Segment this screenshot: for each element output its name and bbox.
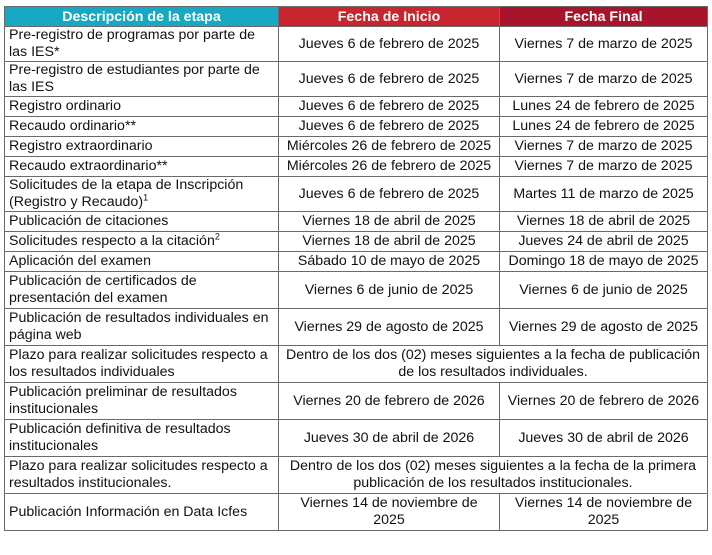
schedule-table-container xyxy=(4,6,708,531)
end-date: Viernes 14 de noviembre de 2025 xyxy=(500,494,708,531)
stage-description: Pre-registro de estudiantes por parte de las IES xyxy=(5,62,279,97)
table-row xyxy=(5,97,708,117)
table-row xyxy=(5,212,708,232)
start-date: Sábado 10 de mayo de 2025 xyxy=(279,252,500,272)
table-row xyxy=(5,232,708,252)
table-row xyxy=(5,62,708,97)
end-date: Viernes 29 de agosto de 2025 xyxy=(500,309,708,346)
start-date: Viernes 14 de noviembre de 2025 xyxy=(279,494,500,531)
end-date: Viernes 7 de marzo de 2025 xyxy=(500,157,708,177)
table-header-row xyxy=(5,7,708,27)
stage-description: Registro ordinario xyxy=(5,97,279,117)
start-date: Jueves 30 de abril de 2026 xyxy=(279,420,500,457)
start-date: Viernes 29 de agosto de 2025 xyxy=(279,309,500,346)
stage-description: Publicación de certificados de presentación del examen xyxy=(5,272,279,309)
start-date: Jueves 6 de febrero de 2025 xyxy=(279,117,500,137)
end-date: Jueves 24 de abril de 2025 xyxy=(500,232,708,252)
stage-description: Recaudo ordinario** xyxy=(5,117,279,137)
table-row xyxy=(5,117,708,137)
stage-description: Aplicación del examen xyxy=(5,252,279,272)
stage-description: Publicación de resultados individuales en página web xyxy=(5,309,279,346)
end-date: Viernes 7 de marzo de 2025 xyxy=(500,137,708,157)
end-date: Viernes 6 de junio de 2025 xyxy=(500,272,708,309)
start-date: Viernes 18 de abril de 2025 xyxy=(279,212,500,232)
table-row xyxy=(5,27,708,62)
start-date: Jueves 6 de febrero de 2025 xyxy=(279,97,500,117)
end-date: Domingo 18 de mayo de 2025 xyxy=(500,252,708,272)
stage-description: Recaudo extraordinario** xyxy=(5,157,279,177)
stage-description xyxy=(5,232,279,252)
table-row xyxy=(5,309,708,346)
table-row xyxy=(5,137,708,157)
footnote-marker: 1 xyxy=(143,192,149,203)
table-row xyxy=(5,494,708,531)
table-row xyxy=(5,272,708,309)
end-date: Viernes 20 de febrero de 2026 xyxy=(500,383,708,420)
start-date: Jueves 6 de febrero de 2025 xyxy=(279,62,500,97)
table-row xyxy=(5,420,708,457)
start-date: Jueves 6 de febrero de 2025 xyxy=(279,27,500,62)
stage-description: Publicación de citaciones xyxy=(5,212,279,232)
stage-description: Publicación definitiva de resultados institucionales xyxy=(5,420,279,457)
stage-description: Registro extraordinario xyxy=(5,137,279,157)
merged-date-range: Dentro de los dos (02) meses siguientes a la fecha de la primera publicación de los resultados institucionales. xyxy=(279,457,708,494)
end-date: Martes 11 de marzo de 2025 xyxy=(500,177,708,212)
stage-description: Publicación Información en Data Icfes xyxy=(5,494,279,531)
table-row xyxy=(5,457,708,494)
header-end-date: Fecha Final xyxy=(500,7,708,27)
end-date: Jueves 30 de abril de 2026 xyxy=(500,420,708,457)
stage-description: Pre-registro de programas por parte de las IES* xyxy=(5,27,279,62)
end-date: Viernes 7 de marzo de 2025 xyxy=(500,62,708,97)
table-row xyxy=(5,346,708,383)
end-date: Viernes 7 de marzo de 2025 xyxy=(500,27,708,62)
header-start-date: Fecha de Inicio xyxy=(279,7,500,27)
start-date: Jueves 6 de febrero de 2025 xyxy=(279,177,500,212)
start-date: Miércoles 26 de febrero de 2025 xyxy=(279,157,500,177)
footnote-marker: 2 xyxy=(214,231,220,242)
start-date: Viernes 6 de junio de 2025 xyxy=(279,272,500,309)
end-date: Lunes 24 de febrero de 2025 xyxy=(500,97,708,117)
end-date: Lunes 24 de febrero de 2025 xyxy=(500,117,708,137)
stage-description-text: Solicitudes respecto a la citación xyxy=(9,233,215,250)
stage-description-text: Solicitudes de la etapa de Inscripción (Registro y Recaudo) xyxy=(9,177,244,210)
start-date: Viernes 20 de febrero de 2026 xyxy=(279,383,500,420)
start-date: Viernes 18 de abril de 2025 xyxy=(279,232,500,252)
merged-date-range: Dentro de los dos (02) meses siguientes a la fecha de publicación de los resultados individuales. xyxy=(279,346,708,383)
table-row xyxy=(5,383,708,420)
header-description: Descripción de la etapa xyxy=(5,7,279,27)
table-row xyxy=(5,177,708,212)
stage-description: Plazo para realizar solicitudes respecto a los resultados individuales xyxy=(5,346,279,383)
start-date: Miércoles 26 de febrero de 2025 xyxy=(279,137,500,157)
end-date: Viernes 18 de abril de 2025 xyxy=(500,212,708,232)
table-row xyxy=(5,252,708,272)
schedule-table xyxy=(4,6,708,531)
stage-description xyxy=(5,177,279,212)
stage-description: Publicación preliminar de resultados institucionales xyxy=(5,383,279,420)
stage-description: Plazo para realizar solicitudes respecto a resultados institucionales. xyxy=(5,457,279,494)
table-row xyxy=(5,157,708,177)
